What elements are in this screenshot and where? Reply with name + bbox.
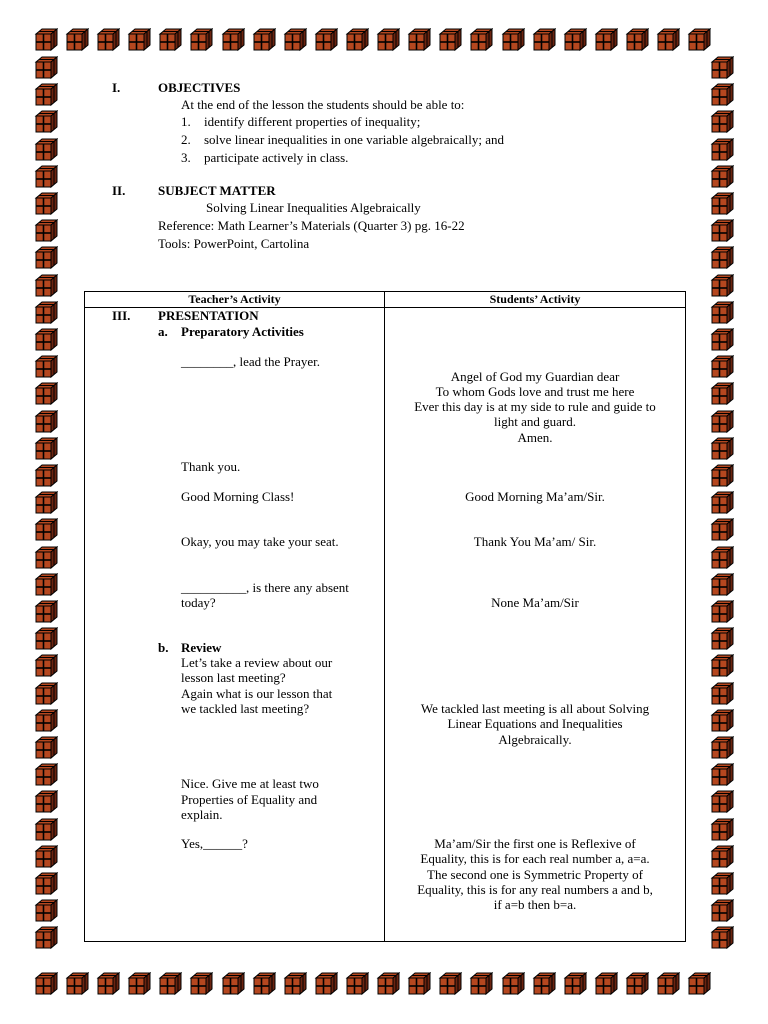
- objective-text: participate actively in class.: [204, 150, 349, 165]
- teacher-properties-line: Properties of Equality and: [181, 792, 318, 807]
- objectives-intro: At the end of the lesson the students should be able to:: [181, 97, 465, 112]
- gift-box-icon: [34, 818, 58, 842]
- gift-box-icon: [710, 845, 734, 869]
- gift-box-icon: [710, 464, 734, 488]
- subject-topic: Solving Linear Inequalities Algebraically: [206, 200, 421, 215]
- gift-box-icon: [314, 972, 338, 996]
- gift-box-icon: [710, 682, 734, 706]
- gift-box-icon: [710, 301, 734, 325]
- gift-box-icon: [34, 872, 58, 896]
- gift-box-icon: [96, 972, 120, 996]
- gift-box-icon: [710, 192, 734, 216]
- gift-box-icon: [710, 274, 734, 298]
- gift-box-icon: [710, 56, 734, 80]
- gift-box-icon: [34, 845, 58, 869]
- gift-box-icon: [710, 790, 734, 814]
- gift-box-icon: [65, 972, 89, 996]
- gift-box-icon: [34, 763, 58, 787]
- gift-box-icon: [710, 736, 734, 760]
- gift-box-icon: [34, 219, 58, 243]
- gift-box-icon: [376, 28, 400, 52]
- gift-box-icon: [710, 165, 734, 189]
- gift-box-icon: [710, 83, 734, 107]
- gift-box-icon: [710, 328, 734, 352]
- student-none-absent: None Ma’am/Sir: [491, 595, 579, 610]
- gift-box-icon: [501, 28, 525, 52]
- teacher-thank-you: Thank you.: [181, 459, 241, 474]
- student-prayer-line: light and guard.: [494, 414, 576, 429]
- gift-box-icon: [34, 328, 58, 352]
- gift-box-icon: [710, 573, 734, 597]
- gift-box-icon: [34, 546, 58, 570]
- student-good-morning: Good Morning Ma’am/Sir.: [465, 489, 605, 504]
- student-properties-line: if a=b then b=a.: [493, 897, 577, 912]
- gift-box-icon: [710, 518, 734, 542]
- objective-number: 3.: [181, 150, 191, 165]
- subject-matter-heading: SUBJECT MATTER: [158, 183, 276, 198]
- gift-box-icon: [189, 972, 213, 996]
- gift-box-icon: [314, 28, 338, 52]
- teacher-yes: Yes,______?: [181, 836, 248, 851]
- student-review-line: Algebraically.: [498, 732, 572, 747]
- gift-box-icon: [710, 926, 734, 950]
- part-a-heading: Preparatory Activities: [181, 324, 304, 339]
- teacher-properties-line: Nice. Give me at least two: [181, 776, 319, 791]
- teacher-review-line: Again what is our lesson that: [181, 686, 333, 701]
- gift-box-icon: [34, 682, 58, 706]
- gift-box-icon: [34, 301, 58, 325]
- gift-box-icon: [34, 926, 58, 950]
- gift-box-icon: [407, 28, 431, 52]
- teacher-take-seat: Okay, you may take your seat.: [181, 534, 339, 549]
- gift-box-icon: [34, 790, 58, 814]
- gift-box-icon: [625, 28, 649, 52]
- student-thank-you: Thank You Ma’am/ Sir.: [473, 534, 597, 549]
- objective-text: identify different properties of inequality;: [204, 114, 421, 129]
- gift-box-icon: [65, 28, 89, 52]
- gift-box-icon: [34, 56, 58, 80]
- gift-box-icon: [710, 437, 734, 461]
- gift-box-icon: [438, 28, 462, 52]
- gift-box-icon: [687, 28, 711, 52]
- gift-box-icon: [563, 28, 587, 52]
- student-properties-line: Equality, this is for any real numbers a and b,: [417, 882, 653, 897]
- student-prayer-line: Amen.: [517, 430, 553, 445]
- gift-box-icon: [532, 28, 556, 52]
- objectives-numeral: I.: [112, 80, 121, 95]
- gift-box-icon: [34, 491, 58, 515]
- gift-box-icon: [34, 654, 58, 678]
- gift-box-icon: [710, 709, 734, 733]
- part-a-letter: a.: [158, 324, 168, 339]
- teacher-review-line: Let’s take a review about our: [181, 655, 333, 670]
- gift-box-icon: [34, 355, 58, 379]
- gift-box-icon: [594, 28, 618, 52]
- student-column-header: Students’ Activity: [385, 292, 686, 308]
- student-properties-line: The second one is Symmetric Property of: [427, 867, 643, 882]
- objective-number: 2.: [181, 132, 191, 147]
- gift-box-icon: [158, 28, 182, 52]
- gift-box-icon: [710, 491, 734, 515]
- objectives-heading: OBJECTIVES: [158, 80, 241, 95]
- student-review-line: We tackled last meeting is all about Solving: [420, 701, 650, 716]
- gift-box-icon: [221, 28, 245, 52]
- gift-box-icon: [34, 972, 58, 996]
- gift-box-icon: [34, 464, 58, 488]
- gift-box-icon: [710, 382, 734, 406]
- gift-box-icon: [656, 28, 680, 52]
- gift-box-icon: [710, 627, 734, 651]
- gift-box-icon: [687, 972, 711, 996]
- gift-box-icon: [34, 437, 58, 461]
- gift-box-icon: [127, 28, 151, 52]
- gift-box-icon: [34, 382, 58, 406]
- gift-box-icon: [710, 110, 734, 134]
- teacher-review-line: lesson last meeting?: [181, 670, 286, 685]
- teacher-column-header: Teacher’s Activity: [85, 292, 385, 308]
- presentation-heading: PRESENTATION: [158, 308, 259, 323]
- student-properties-line: Equality, this is for each real number a, a=a.: [420, 851, 650, 866]
- gift-box-icon: [625, 972, 649, 996]
- teacher-good-morning: Good Morning Class!: [181, 489, 295, 504]
- gift-box-icon: [34, 899, 58, 923]
- teacher-review-line: we tackled last meeting?: [181, 701, 310, 716]
- teacher-absent-line: __________, is there any absent: [181, 580, 349, 595]
- gift-box-icon: [532, 972, 556, 996]
- gift-box-icon: [283, 28, 307, 52]
- gift-box-icon: [96, 28, 120, 52]
- gift-box-icon: [34, 274, 58, 298]
- gift-box-icon: [710, 410, 734, 434]
- teacher-properties-line: explain.: [181, 807, 223, 822]
- gift-box-icon: [710, 763, 734, 787]
- gift-box-icon: [34, 83, 58, 107]
- gift-box-icon: [345, 28, 369, 52]
- gift-box-icon: [34, 246, 58, 270]
- gift-box-icon: [501, 972, 525, 996]
- gift-box-icon: [710, 818, 734, 842]
- gift-box-icon: [656, 972, 680, 996]
- teacher-prayer: ________, lead the Prayer.: [181, 354, 320, 369]
- student-review-line: Linear Equations and Inequalities: [447, 716, 623, 731]
- objective-number: 1.: [181, 114, 191, 129]
- gift-box-icon: [283, 972, 307, 996]
- gift-box-icon: [34, 518, 58, 542]
- gift-box-icon: [710, 138, 734, 162]
- student-prayer-line: To whom Gods love and trust me here: [435, 384, 635, 399]
- objective-text: solve linear inequalities in one variable algebraically; and: [204, 132, 504, 147]
- gift-box-icon: [376, 972, 400, 996]
- student-properties-line: Ma’am/Sir the first one is Reflexive of: [434, 836, 636, 851]
- gift-box-icon: [34, 627, 58, 651]
- gift-box-icon: [34, 709, 58, 733]
- gift-box-icon: [469, 28, 493, 52]
- gift-box-icon: [34, 410, 58, 434]
- subject-tools: Tools: PowerPoint, Cartolina: [158, 236, 310, 251]
- gift-box-icon: [345, 972, 369, 996]
- part-b-letter: b.: [158, 640, 169, 655]
- gift-box-icon: [710, 355, 734, 379]
- presentation-numeral: III.: [112, 308, 131, 323]
- gift-box-icon: [34, 600, 58, 624]
- gift-box-icon: [127, 972, 151, 996]
- gift-box-icon: [469, 972, 493, 996]
- gift-box-icon: [34, 573, 58, 597]
- gift-box-icon: [158, 972, 182, 996]
- student-prayer-line: Angel of God my Guardian dear: [450, 369, 620, 384]
- gift-box-icon: [710, 899, 734, 923]
- student-prayer-line: Ever this day is at my side to rule and guide to: [414, 399, 656, 414]
- gift-box-icon: [34, 165, 58, 189]
- gift-box-icon: [407, 972, 431, 996]
- gift-box-icon: [594, 972, 618, 996]
- gift-box-icon: [34, 28, 58, 52]
- subject-reference: Reference: Math Learner’s Materials (Quarter 3) pg. 16-22: [158, 218, 465, 233]
- gift-box-icon: [189, 28, 213, 52]
- teacher-absent-line: today?: [181, 595, 216, 610]
- gift-box-icon: [34, 192, 58, 216]
- gift-box-icon: [221, 972, 245, 996]
- gift-box-icon: [710, 600, 734, 624]
- gift-box-icon: [34, 110, 58, 134]
- gift-box-icon: [563, 972, 587, 996]
- gift-box-icon: [34, 138, 58, 162]
- gift-box-icon: [710, 654, 734, 678]
- gift-box-icon: [710, 872, 734, 896]
- part-b-heading: Review: [181, 640, 222, 655]
- gift-box-icon: [438, 972, 462, 996]
- gift-box-icon: [710, 546, 734, 570]
- subject-matter-numeral: II.: [112, 183, 126, 198]
- gift-box-icon: [252, 972, 276, 996]
- gift-box-icon: [34, 736, 58, 760]
- gift-box-icon: [710, 219, 734, 243]
- gift-box-icon: [252, 28, 276, 52]
- gift-box-icon: [710, 246, 734, 270]
